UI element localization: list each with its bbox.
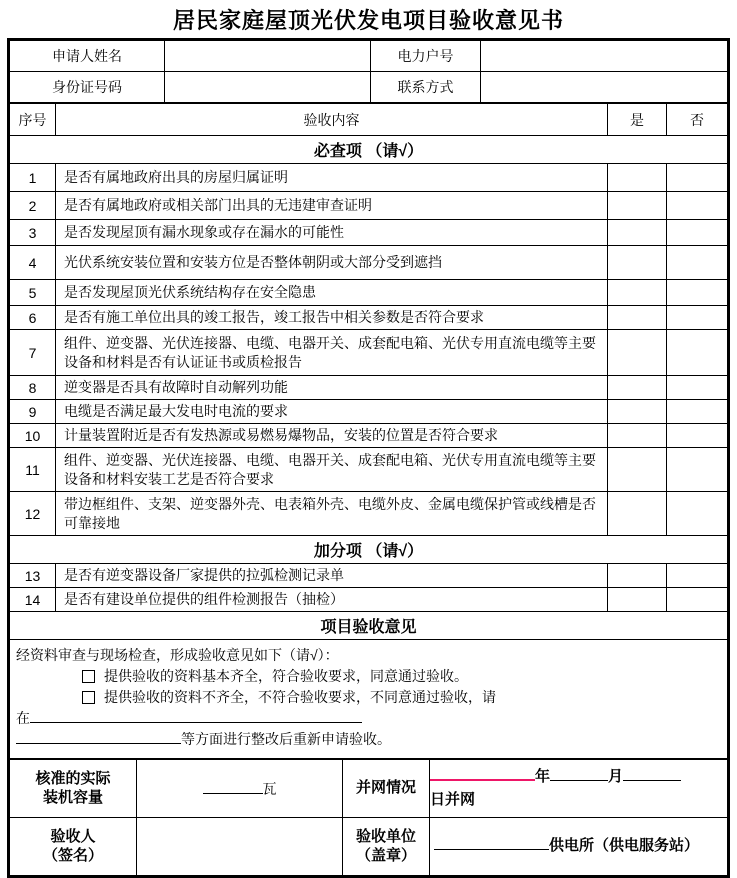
power-account-label: 电力户号	[371, 41, 481, 72]
table-row	[10, 246, 728, 280]
yes-cell[interactable]	[608, 246, 667, 280]
applicant-info-table	[9, 40, 728, 103]
table-row	[10, 492, 728, 536]
approve-checkbox[interactable]	[82, 670, 95, 683]
item-text: 组件、逆变器、光伏连接器、电缆、电器开关、成套配电箱、光伏专用直流电缆等主要设备和材料是否有认证证书或质检报告	[56, 330, 608, 376]
section-row-mandatory	[10, 136, 728, 164]
grid-day-blank-line[interactable]	[623, 767, 681, 781]
table-row	[10, 164, 728, 192]
item-text: 逆变器是否具有故障时自动解列功能	[56, 376, 608, 400]
item-num: 3	[10, 220, 56, 246]
no-cell[interactable]	[667, 164, 728, 192]
table-row	[10, 564, 728, 588]
yes-cell[interactable]	[608, 306, 667, 330]
no-cell[interactable]	[667, 448, 728, 492]
yes-cell[interactable]	[608, 448, 667, 492]
table-row	[10, 376, 728, 400]
rectify-line-2	[16, 729, 721, 750]
reject-checkbox[interactable]	[82, 691, 95, 704]
acceptance-form	[7, 0, 730, 878]
table-row	[10, 448, 728, 492]
item-text: 光伏系统安装位置和安装方位是否整体朝阴或大部分受到遮挡	[56, 246, 608, 280]
table-row	[10, 306, 728, 330]
no-cell[interactable]	[667, 330, 728, 376]
yes-cell[interactable]	[608, 280, 667, 306]
checklist-header-row	[10, 104, 728, 136]
item-text: 是否有施工单位出具的竣工报告，竣工报告中相关参数是否符合要求	[56, 306, 608, 330]
acceptance-unit-value-cell[interactable]	[430, 818, 728, 876]
no-cell[interactable]	[667, 400, 728, 424]
table-row	[10, 192, 728, 220]
table-row	[10, 818, 728, 876]
no-cell[interactable]	[667, 192, 728, 220]
col-header-deny: 否	[667, 104, 728, 136]
opinion-option-pass	[16, 666, 721, 687]
yes-cell[interactable]	[608, 400, 667, 424]
item-num: 2	[10, 192, 56, 220]
yes-cell[interactable]	[608, 424, 667, 448]
yes-cell[interactable]	[608, 376, 667, 400]
item-num: 13	[10, 564, 56, 588]
capacity-blank-line[interactable]	[203, 780, 263, 794]
table-row	[10, 280, 728, 306]
section-row-bonus	[10, 536, 728, 564]
item-text: 带边框组件、支架、逆变器外壳、电表箱外壳、电缆外皮、金属电缆保护管或线槽是否可靠接地	[56, 492, 608, 536]
capacity-unit: 瓦	[262, 780, 277, 797]
item-text: 是否有属地政府出具的房屋归属证明	[56, 164, 608, 192]
yes-cell[interactable]	[608, 330, 667, 376]
section-title-mandatory: 必查项 （请√）	[10, 136, 728, 164]
yes-cell[interactable]	[608, 564, 667, 588]
rectify-prefix: 在	[16, 710, 30, 726]
yes-cell[interactable]	[608, 192, 667, 220]
contact-label: 联系方式	[371, 72, 481, 103]
item-num: 4	[10, 246, 56, 280]
no-cell[interactable]	[667, 280, 728, 306]
rectify-blank-line-1[interactable]	[30, 709, 362, 723]
capacity-label: 核准的实际 装机容量	[10, 760, 137, 818]
item-num: 6	[10, 306, 56, 330]
opinion-intro: 经资料审查与现场检查，形成验收意见如下（请√）：	[16, 647, 339, 663]
no-cell[interactable]	[667, 492, 728, 536]
grid-year-blank-line[interactable]	[430, 767, 535, 781]
col-header-yes: 是	[608, 104, 667, 136]
table-row	[10, 72, 728, 103]
opinion-block	[10, 640, 728, 759]
id-number-label: 身份证号码	[10, 72, 165, 103]
table-row	[10, 760, 728, 818]
table-row	[10, 330, 728, 376]
rectify-blank-line-2[interactable]	[16, 730, 181, 744]
grid-connection-value-cell[interactable]	[430, 760, 728, 818]
item-text: 是否有属地政府或相关部门出具的无违建审查证明	[56, 192, 608, 220]
no-cell[interactable]	[667, 246, 728, 280]
item-num: 12	[10, 492, 56, 536]
item-num: 11	[10, 448, 56, 492]
col-header-content: 验收内容	[56, 104, 608, 136]
power-account-input[interactable]	[481, 41, 728, 72]
item-text: 电缆是否满足最大发电时电流的要求	[56, 400, 608, 424]
page-title: 居民家庭屋顶光伏发电项目验收意见书	[172, 8, 564, 33]
checklist-table	[9, 103, 728, 759]
item-num: 1	[10, 164, 56, 192]
grid-year-label: 年	[535, 768, 551, 785]
yes-cell[interactable]	[608, 588, 667, 612]
grid-connection-label: 并网情况	[343, 760, 430, 818]
yes-cell[interactable]	[608, 164, 667, 192]
item-text: 是否有建设单位提供的组件检测报告（抽检）	[56, 588, 608, 612]
id-number-input[interactable]	[165, 72, 371, 103]
col-header-no: 序号	[10, 104, 56, 136]
item-text: 组件、逆变器、光伏连接器、电缆、电器开关、成套配电箱、光伏专用直流电缆等主要设备和材料安装工艺是否符合要求	[56, 448, 608, 492]
table-row	[10, 220, 728, 246]
item-num: 9	[10, 400, 56, 424]
contact-input[interactable]	[481, 72, 728, 103]
item-text: 计量装置附近是否有发热源或易燃易爆物品，安装的位置是否符合要求	[56, 424, 608, 448]
grid-month-label: 月	[608, 768, 624, 785]
applicant-name-label: 申请人姓名	[10, 41, 165, 72]
item-num: 14	[10, 588, 56, 612]
no-cell[interactable]	[667, 306, 728, 330]
unit-suffix: 供电所（供电服务站）	[549, 837, 700, 855]
opinion-row	[10, 640, 728, 759]
table-row	[10, 400, 728, 424]
unit-blank-line[interactable]	[434, 836, 549, 850]
opinion-option-pass-label: 提供验收的资料基本齐全，符合验收要求，同意通过验收。	[104, 668, 468, 684]
item-num: 5	[10, 280, 56, 306]
rectify-line-1	[16, 708, 721, 729]
item-text: 是否发现屋顶有漏水现象或存在漏水的可能性	[56, 220, 608, 246]
item-num: 7	[10, 330, 56, 376]
no-cell[interactable]	[667, 220, 728, 246]
no-cell[interactable]	[667, 564, 728, 588]
section-title-bonus: 加分项 （请√）	[10, 536, 728, 564]
capacity-value-cell[interactable]	[137, 760, 343, 818]
opinion-option-fail-label: 提供验收的资料不齐全，不符合验收要求，不同意通过验收，请	[104, 689, 496, 705]
grid-day-label: 日并网	[430, 790, 476, 808]
form-frame	[7, 38, 730, 878]
table-row	[10, 41, 728, 72]
section-row-opinion	[10, 612, 728, 640]
acceptor-label: 验收人 （签名）	[10, 818, 137, 876]
no-cell[interactable]	[667, 376, 728, 400]
item-num: 10	[10, 424, 56, 448]
acceptance-unit-label: 验收单位 （盖章）	[343, 818, 430, 876]
table-row	[10, 588, 728, 612]
item-num: 8	[10, 376, 56, 400]
item-text: 是否发现屋顶光伏系统结构存在安全隐患	[56, 280, 608, 306]
table-row	[10, 424, 728, 448]
acceptor-signature-cell[interactable]	[137, 818, 343, 876]
no-cell[interactable]	[667, 588, 728, 612]
yes-cell[interactable]	[608, 220, 667, 246]
no-cell[interactable]	[667, 424, 728, 448]
applicant-name-input[interactable]	[165, 41, 371, 72]
rectify-suffix: 等方面进行整改后重新申请验收。	[181, 731, 391, 747]
opinion-option-fail	[16, 687, 721, 708]
opinion-section-title: 项目验收意见	[10, 612, 728, 640]
grid-month-blank-line[interactable]	[550, 767, 608, 781]
item-text: 是否有逆变器设备厂家提供的拉弧检测记录单	[56, 564, 608, 588]
yes-cell[interactable]	[608, 492, 667, 536]
